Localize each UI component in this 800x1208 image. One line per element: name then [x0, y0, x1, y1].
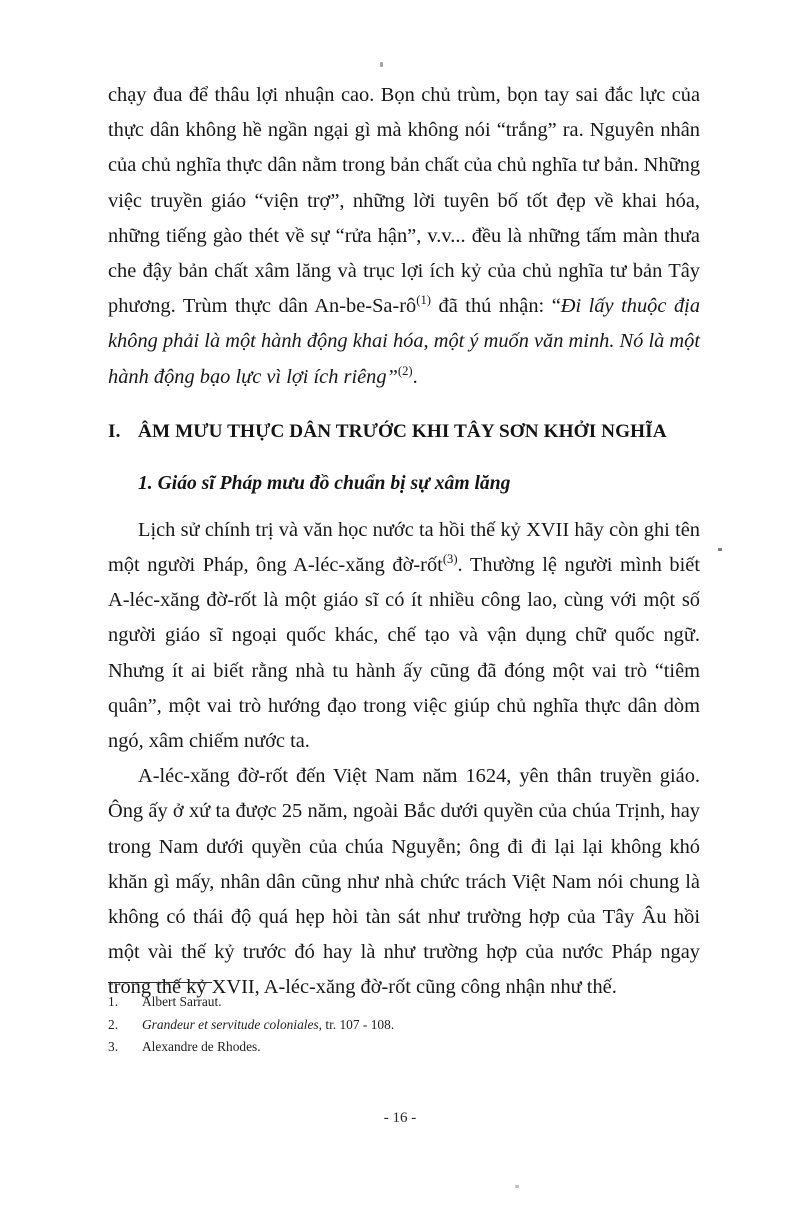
footnote-number: 2. [108, 1016, 119, 1032]
section-numeral: I. [108, 420, 121, 442]
footnote-item [108, 991, 700, 1014]
footnote-text [142, 1014, 700, 1037]
scan-artifact-speck [380, 62, 383, 67]
body-paragraph-3: A-léc-xăng đờ-rốt đến Việt Nam năm 1624, yên thân truyền giáo. Ông ấy ở xứ ta được 25 năm, ngoài Bắc dưới quyền của chúa Trịnh, hay trong Nam dưới quyền của chúa Nguyễn; ông đi đi lại lại không khó khăn gì mấy, nhân dân cũng như nhà chức trách Việt Nam nói chung là không có thái độ quá hẹp hòi tàn sát như trường hợp của Tây Âu hồi một vài thế kỷ trước đó hay là như trường hợp của nước Pháp ngay trong thế kỷ XVII, A-léc-xăng đờ-rốt cũng công nhận như thế. [108, 765, 700, 999]
paragraph-2-text-a: Lịch sử chính trị và văn học nước ta hồi thế kỷ XVII hãy còn ghi tên một người Pháp, ông A-léc-xăng đờ-rốt [108, 518, 700, 577]
scan-artifact-speck [515, 1185, 519, 1188]
footnote-number: 3. [108, 1039, 119, 1054]
footnote-text [142, 991, 700, 1014]
footnote-plain-text: Alexandre de Rhodes. [142, 1039, 261, 1054]
footnote-citation-detail: , tr. 107 - 108. [318, 1016, 395, 1032]
page-number: - 16 - [383, 1110, 417, 1126]
footnote-marker-2: (2) [397, 363, 413, 378]
paragraph-1-text-b: đã thú nhận: “ [430, 295, 561, 318]
subsection-heading: 1. Giáo sĩ Pháp mưu đồ chuẩn bị sự xâm lăng [138, 472, 511, 494]
footnote-separator-rule [108, 982, 212, 983]
page-content-column [108, 78, 700, 1006]
paragraph-1-text-a: chạy đua để thâu lợi nhuận cao. Bọn chủ trùm, bọn tay sai đắc lực của thực dân không hề ngần ngại gì mà không nói “trắng” ra. Nguyên nhân của chủ nghĩa thực dân nằm trong bản chất của chủ nghĩa tư bản. Những việc truyền giáo “viện trợ”, những lời tuyên bố tốt đẹp về khai hóa, những tiếng gào thét về sự “rửa hận”, v.v... đều là những tấm màn thưa che đậy bản chất xâm lăng và trục lợi ích kỷ của chủ nghĩa tư bản Tây phương. Trùm thực dân An-be-Sa-rô [108, 84, 701, 318]
body-paragraph-1 [108, 78, 700, 395]
footnote-number: 1. [108, 994, 119, 1009]
footnote-text [142, 1036, 700, 1059]
scan-artifact-speck [718, 548, 722, 551]
section-title: ÂM MƯU THỰC DÂN TRƯỚC KHI TÂY SƠN KHỞI NGHĨA [138, 420, 667, 442]
footnote-item [108, 1014, 700, 1037]
section-heading [108, 417, 700, 447]
footnote-marker-3: (3) [442, 552, 458, 567]
heading-spacer [108, 499, 700, 513]
footnote-work-title: Grandeur et servitude coloniales [142, 1016, 319, 1032]
paragraph-1-quotation: Đi lấy thuộc địa không phải là một hành động khai hóa, một ý muốn văn minh. Nó là một hành động bạo lực vì lợi ích riêng” [108, 295, 701, 388]
footnote-marker-1: (1) [416, 293, 431, 308]
footnote-plain-text: Albert Sarraut. [142, 994, 222, 1009]
footnote-block [108, 982, 700, 1059]
paragraph-1-text-c: . [412, 365, 418, 388]
paragraph-2-text-b: . Thường lệ người mình biết A-léc-xăng đờ-rốt là một giáo sĩ có ít nhiều công lao, cùng với một số người giáo sĩ ngoại quốc khác, chế tạo và vận dụng chữ quốc ngữ. Nhưng ít ai biết rằng nhà tu hành ấy cũng đã đóng một vai trò “tiêm quân”, một vai trò hướng đạo trong việc giúp chủ nghĩa thực dân dòm ngó, xâm chiếm nước ta. [108, 554, 700, 753]
footnote-item [108, 1036, 700, 1059]
body-paragraph-2 [108, 513, 700, 759]
